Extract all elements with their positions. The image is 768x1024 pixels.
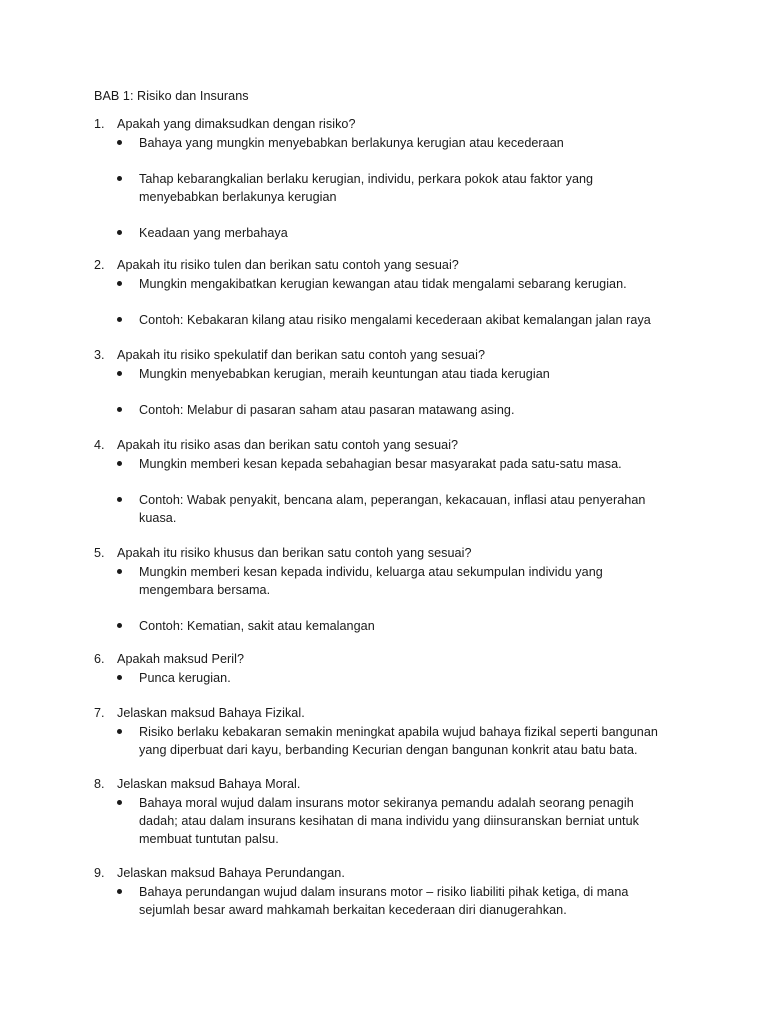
answer-text: Tahap kebarangkalian berlaku kerugian, individu, perkara pokok atau faktor yang menyebabkan berlakunya kerugian [139, 172, 594, 204]
answer-item [117, 455, 694, 473]
question-text: Apakah itu risiko khusus dan berikan satu contoh yang sesuai? [117, 546, 472, 560]
question-text: Apakah itu risiko spekulatif dan berikan satu contoh yang sesuai? [117, 348, 485, 362]
answer-item [117, 723, 694, 759]
question-3 [94, 347, 694, 419]
question-4 [94, 437, 694, 527]
answer-item [117, 563, 694, 599]
question-7 [94, 705, 694, 759]
bullet-icon [117, 455, 139, 473]
answer-text: Punca kerugian. [139, 671, 231, 685]
bullet-icon [117, 170, 139, 206]
bullet-icon [117, 669, 139, 687]
question-number: 4. [94, 438, 105, 452]
question-text: Jelaskan maksud Bahaya Fizikal. [117, 706, 305, 720]
question-6 [94, 651, 694, 687]
answer-text: Bahaya moral wujud dalam insurans motor sekiranya pemandu adalah seorang penagih dadah; atau dalam insurans kesihatan di mana individu yang diinsuranskan berniat untuk membuat tuntutan palsu. [139, 796, 639, 846]
answer-text: Contoh: Kebakaran kilang atau risiko mengalami kecederaan akibat kemalangan jalan raya [139, 313, 651, 327]
question-8 [94, 776, 694, 848]
answer-text: Mungkin memberi kesan kepada individu, keluarga atau sekumpulan individu yang mengembara bersama. [139, 565, 603, 597]
answer-text: Contoh: Melabur di pasaran saham atau pasaran matawang asing. [139, 403, 515, 417]
question-text: Jelaskan maksud Bahaya Moral. [117, 777, 301, 791]
question-5 [94, 545, 694, 635]
question-text: Apakah maksud Peril? [117, 652, 245, 666]
answer-item [117, 491, 694, 527]
answer-text: Risiko berlaku kebakaran semakin meningkat apabila wujud bahaya fizikal seperti bangunan yang diperbuat dari kayu, berbanding Kecurian dengan bangunan konkrit atau batu bata. [139, 725, 658, 757]
question-text: Apakah itu risiko tulen dan berikan satu contoh yang sesuai? [117, 258, 459, 272]
answer-item [117, 134, 694, 152]
question-text: Apakah yang dimaksudkan dengan risiko? [117, 117, 356, 131]
question-1 [94, 116, 694, 242]
question-number: 9. [94, 866, 105, 880]
answer-text: Bahaya perundangan wujud dalam insurans motor – risiko liabiliti pihak ketiga, di mana sejumlah besar award mahkamah berkaitan kecederaan diri dianugerahkan. [139, 885, 629, 917]
question-number: 7. [94, 706, 105, 720]
bullet-icon [117, 311, 139, 329]
bullet-icon [117, 401, 139, 419]
question-number: 1. [94, 117, 105, 131]
answer-item [117, 794, 694, 848]
bullet-icon [117, 883, 139, 919]
answer-item [117, 401, 694, 419]
question-number: 5. [94, 546, 105, 560]
question-number: 8. [94, 777, 105, 791]
bullet-icon [117, 491, 139, 527]
bullet-icon [117, 224, 139, 242]
bullet-icon [117, 723, 139, 759]
question-number: 6. [94, 652, 105, 666]
answer-item [117, 617, 694, 635]
bullet-icon [117, 617, 139, 635]
question-text: Apakah itu risiko asas dan berikan satu contoh yang sesuai? [117, 438, 459, 452]
answer-text: Mungkin mengakibatkan kerugian kewangan atau tidak mengalami sebarang kerugian. [139, 277, 627, 291]
answer-text: Contoh: Wabak penyakit, bencana alam, peperangan, kekacauan, inflasi atau penyerahan kuasa. [139, 493, 646, 525]
answer-item [117, 669, 694, 687]
answer-item [117, 170, 694, 206]
page-title: BAB 1: Risiko dan Insurans [94, 89, 249, 103]
answer-text: Keadaan yang merbahaya [139, 226, 288, 240]
answer-item [117, 311, 694, 329]
bullet-icon [117, 275, 139, 293]
answer-text: Mungkin menyebabkan kerugian, meraih keuntungan atau tiada kerugian [139, 367, 550, 381]
bullet-icon [117, 134, 139, 152]
question-text: Jelaskan maksud Bahaya Perundangan. [117, 866, 345, 880]
question-9 [94, 865, 694, 919]
answer-item [117, 365, 694, 383]
answer-text: Bahaya yang mungkin menyebabkan berlakunya kerugian atau kecederaan [139, 136, 564, 150]
bullet-icon [117, 563, 139, 599]
answer-item [117, 275, 694, 293]
bullet-icon [117, 365, 139, 383]
question-number: 3. [94, 348, 105, 362]
answer-text: Contoh: Kematian, sakit atau kemalangan [139, 619, 375, 633]
answer-item [117, 883, 694, 919]
answer-item [117, 224, 694, 242]
question-number: 2. [94, 258, 105, 272]
bullet-icon [117, 794, 139, 848]
answer-text: Mungkin memberi kesan kepada sebahagian besar masyarakat pada satu-satu masa. [139, 457, 622, 471]
question-2 [94, 257, 694, 329]
